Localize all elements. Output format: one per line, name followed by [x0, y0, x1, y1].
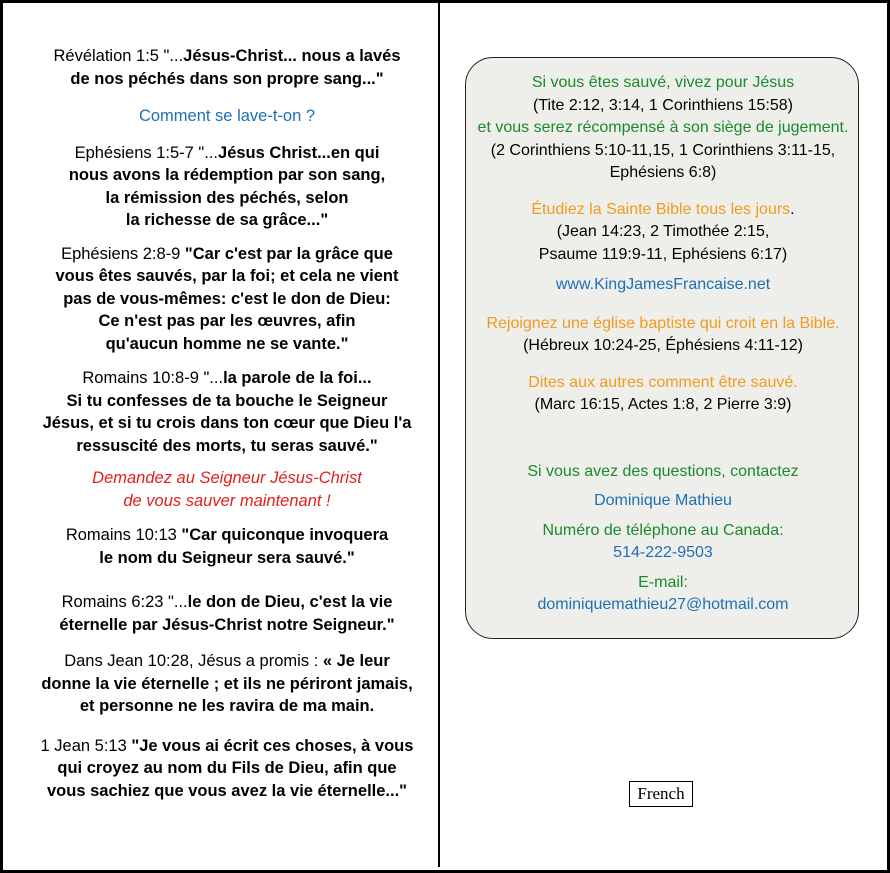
study-text: Étudiez la Sainte Bible tous les jours — [531, 200, 791, 218]
contact-heading: Si vous avez des questions, contactez — [527, 462, 799, 480]
verse-text: « Je leur — [322, 652, 390, 670]
verse-romans-10-8 — [20, 367, 434, 457]
verse-text: qu'aucun homme ne se vante." — [105, 334, 349, 353]
verse-ref: Romains 6:23 "... — [61, 593, 188, 611]
verse-text: de nos péchés dans son propre sang..." — [70, 69, 384, 88]
study-reference — [468, 221, 858, 266]
call-to-action — [20, 467, 434, 512]
verse-ephesians-2 — [20, 243, 434, 356]
verse-text: éternelle par Jésus-Christ notre Seigneur." — [59, 615, 395, 634]
verse-romans-10-13 — [20, 524, 434, 569]
church-reference: (Hébreux 10:24-25, Éphésiens 4:11-12) — [523, 337, 803, 354]
verse-text: le don de Dieu, c'est la vie — [187, 593, 393, 611]
verse-text: ressuscité des morts, tu seras sauvé." — [76, 436, 378, 455]
verse-jean-10-28 — [20, 650, 434, 718]
verse-text: la parole de la foi... — [223, 369, 372, 387]
church-heading: Rejoignez une église baptiste qui croit en la Bible. — [486, 314, 840, 332]
verse-romans-6-23 — [20, 591, 434, 636]
verse-1-jean-5-13 — [20, 735, 434, 803]
verse-text: qui croyez au nom du Fils de Dieu, afin que — [57, 759, 397, 777]
verse-text: Jésus-Christ... nous a lavés — [183, 47, 401, 65]
fold-line — [438, 0, 440, 867]
verse-text: "Car c'est par la grâce que — [184, 244, 393, 263]
tell-reference: (Marc 16:15, Actes 1:8, 2 Pierre 3:9) — [534, 396, 792, 413]
reference-line: (2 Corinthiens 5:10-11,15, 1 Corinthiens 3:11-15, — [490, 141, 836, 159]
verse-text: pas de vous-mêmes: c'est le don de Dieu: — [63, 289, 391, 308]
verse-text: le nom du Seigneur sera sauvé." — [99, 548, 355, 567]
verse-text: nous avons la rédemption par son sang, — [68, 166, 386, 184]
live-heading: Si vous êtes sauvé, vivez pour Jésus — [531, 74, 795, 91]
verse-ref: Dans Jean 10:28, Jésus a promis : — [64, 652, 323, 670]
reference-line: (Jean 14:23, 2 Timothée 2:15, — [556, 223, 770, 240]
call-line: de vous sauver maintenant ! — [123, 491, 331, 510]
right-column — [468, 72, 858, 617]
verse-text: la richesse de sa grâce..." — [125, 211, 329, 229]
verse-text: vous sachiez que vous avez la vie éternelle..." — [47, 781, 407, 800]
verse-text: Si tu confesses de ta bouche le Seigneur — [66, 391, 388, 410]
verse-text: vous êtes sauvés, par la foi; et cela ne vient — [55, 267, 399, 285]
phone-label: Numéro de téléphone au Canada: — [542, 521, 784, 539]
question-heading: Comment se lave-t-on ? — [138, 107, 316, 125]
call-line: Demandez au Seigneur Jésus-Christ — [92, 469, 362, 487]
verse-ref: Ephésiens 2:8-9 — [61, 244, 185, 263]
verse-ref: Révélation 1:5 "... — [53, 47, 184, 65]
reference-line: Psaume 119:9-11, Ephésiens 6:17) — [538, 245, 788, 263]
verse-text: Ce n'est pas par les œuvres, afin — [98, 312, 356, 330]
email-address[interactable]: dominiquemathieu27@hotmail.com — [537, 596, 789, 613]
left-column — [20, 45, 434, 802]
tell-heading: Dites aux autres comment être sauvé. — [528, 373, 798, 391]
verse-ephesians-1 — [20, 142, 434, 232]
verse-ref: 1 Jean 5:13 — [40, 736, 132, 755]
email-label: E-mail: — [638, 573, 688, 591]
verse-revelation — [20, 45, 434, 90]
live-reference: (Tite 2:12, 3:14, 1 Corinthiens 15:58) — [533, 96, 793, 114]
verse-ref: Ephésiens 1:5-7 "... — [74, 143, 219, 162]
verse-text: "Car quiconque invoquera — [181, 526, 389, 544]
contact-name: Dominique Mathieu — [594, 492, 732, 509]
verse-text: Jésus, et si tu crois dans ton cœur que Dieu l'a — [42, 414, 412, 432]
verse-ref: Romains 10:13 — [65, 526, 182, 544]
verse-text: la rémission des péchés, selon — [105, 188, 349, 207]
verse-text: et personne ne les ravira de ma main. — [79, 697, 375, 715]
verse-text: donne la vie éternelle ; et ils ne périront jamais, — [41, 674, 413, 693]
phone-number[interactable]: 514-222-9503 — [613, 544, 713, 561]
verse-text: "Je vous ai écrit ces choses, à vous — [131, 736, 414, 755]
language-badge: French — [629, 781, 693, 807]
study-heading — [468, 199, 858, 222]
verse-ref: Romains 10:8-9 "... — [82, 369, 224, 387]
reference-line: Ephésiens 6:8) — [609, 164, 717, 181]
reward-reference — [468, 140, 858, 185]
study-period: . — [790, 200, 795, 218]
website-link[interactable]: www.KingJamesFrancaise.net — [555, 276, 771, 293]
verse-text: Jésus Christ...en qui — [218, 143, 380, 162]
reward-heading: et vous serez récompensé à son siège de jugement. — [477, 119, 849, 136]
